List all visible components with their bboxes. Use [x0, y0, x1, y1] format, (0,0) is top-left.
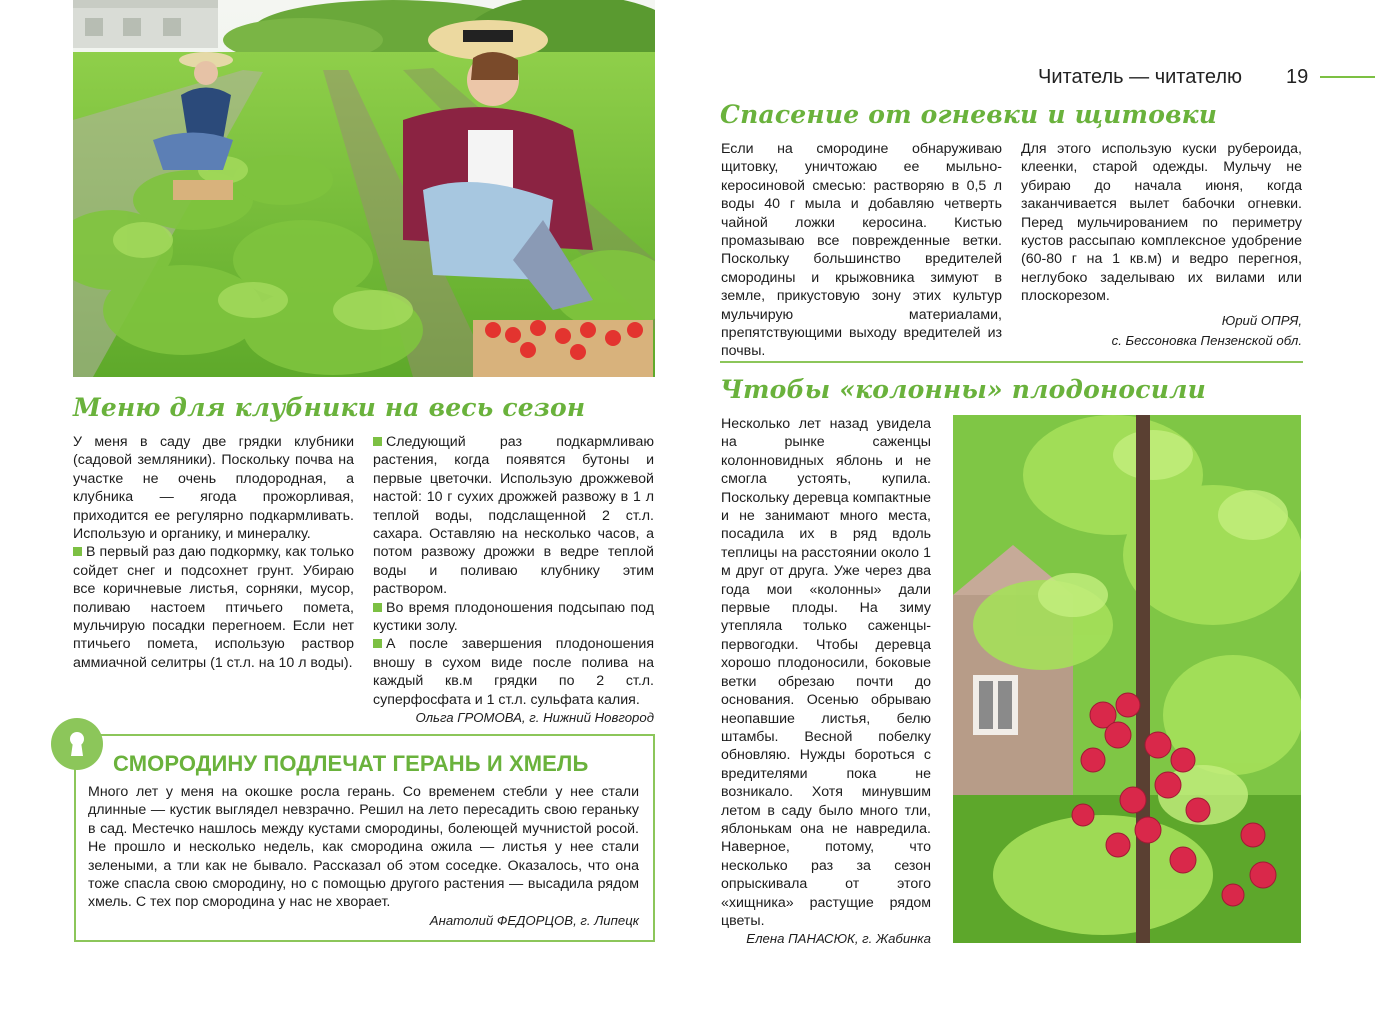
pests-column-1	[721, 140, 1002, 361]
bullet-icon	[373, 639, 382, 648]
strawberry-paragraph-1: В первый раз даю подкормку, как только сойдет снег и подсохнет грунт. Убираю все коричневые листья, сорняки, мусор, поливаю настоем птичьего помета, мульчирую посадки перегноем. Если нет птичьего помета, использую раствор аммиачной селитры (1 ст.л. на 10 л воды).	[73, 544, 354, 671]
pests-location: с. Бессоновка Пензенской обл.	[1111, 333, 1302, 349]
photo-columnar-apple-tree	[953, 415, 1301, 943]
columns-author: Елена ПАНАСЮК, г. Жабинка	[746, 931, 931, 947]
currant-box-title: СМОРОДИНУ ПОДЛЕЧАТ ГЕРАНЬ И ХМЕЛЬ	[113, 751, 589, 776]
strawberry-column-1	[73, 433, 354, 672]
strawberry-crate	[473, 320, 653, 377]
columns-title: Чтобы «колонны» плодоносили	[720, 375, 1206, 404]
strawberry-field-illustration	[73, 0, 655, 377]
strawberry-column-2	[373, 433, 654, 728]
columns-paragraph: Несколько лет назад увидела на рынке саженцы колонновидных яблонь и не смогла устоять, купила. Поскольку деревца компактные и не занимают много места, посадила их в ряд вдоль теплицы на расстоянии около 1 м друг от друга. Уже через два года мои «колонны» дали первые плоды. На зиму утепляла только саженцы-первогодки. Чтобы деревца хорошо плодоносили, боковые ветки обрезаю почти до основания. Осенью обрываю неопавшие листья, белю штамбы. Весной побелку обновляю. Нужды бороться с вредителями пока не возникало. Хотя минувшим летом в саду было много тли, яблонькам она не навредила. Наверное, потому, что несколько раз за сезон опрыскивала от этого «хищника» растущие рядом цветы.	[721, 416, 932, 929]
strawberry-paragraph-4: А после завершения плодоношения вношу в сухом виде после полива на каждый кв.м грядки по 2 ст.л. суперфосфата и 1 ст.л. сульфата калия.	[373, 636, 654, 708]
pests-column-2	[1021, 140, 1302, 350]
bullet-icon	[373, 603, 382, 612]
columns-column	[721, 415, 931, 949]
photo-strawberry-harvest	[73, 0, 655, 377]
apple-tree-illustration	[953, 415, 1301, 943]
strawberry-intro: У меня в саду две грядки клубники (садовой земляники). Поскольку почва на участке не очень плодородная, а клубника — ягода прожорливая, приходится ее регулярно подкармливать. Использую и органику, и минералку.	[73, 434, 354, 543]
bullet-icon	[373, 437, 382, 446]
currant-box-text: Много лет у меня на окошке росла герань. Со временем стебли у нее стали длинные — кустик выглядел невзрачно. Решил на лето пересадить свою гераньку в сад. Местечко нашлось между кустами смородины, болеющей мучнистой росой. Не прошло и несколько недель, как смородина ожила — листья у нее стали зелеными, а тли как не бывало. Рассказал об этом соседке. Оказалось, что она тоже спасла свою смородину, но с помощью другого растения — высадила рядом хмель. С тех пор смородина у нас не хворает.	[88, 784, 639, 911]
header-rule	[1320, 76, 1375, 78]
currant-box-author: Анатолий ФЕДОРЦОВ, г. Липецк	[429, 912, 639, 928]
section-divider	[720, 361, 1303, 363]
strawberry-title: Меню для клубники на весь сезон	[73, 393, 586, 422]
strawberry-author: Ольга ГРОМОВА, г. Нижний Новгород	[415, 710, 654, 726]
page-number: 19	[1286, 66, 1309, 88]
pests-title: Спасение от огневки и щитовки	[720, 100, 1218, 129]
strawberry-paragraph-2: Следующий раз подкармливаю растения, когда появятся бутоны и первые цветочки. Использую дрожжевой настой: 10 г сухих дрожжей развожу в 1 л теплой воды, подслащенной 2 ст.л. сахара. Оставляю на несколько часов, а потом развожу дрожжи в ведре теплой воды и поливаю клубнику этим раствором.	[373, 434, 654, 598]
pests-author: Юрий ОПРЯ,	[1221, 312, 1302, 328]
strawberry-paragraph-3: Во время плодоношения подсыпаю под кустики золу.	[373, 599, 654, 635]
bullet-icon	[73, 547, 82, 556]
currant-box-body	[88, 783, 639, 930]
running-head: Читатель — читателю	[1038, 66, 1242, 88]
keyhole-icon	[51, 718, 103, 770]
pests-paragraph-1: Если на смородине обнаруживаю щитовку, уничтожаю ее мыльно-керосиновой смесью: растворяю в 0,5 л воды 40 г мыла и добавляю четверть чайной ложки керосина. Кистью промазываю все поврежденные ветки. Поскольку большинство вредителей смородины и крыжовника зимуют в земле, прикустовую зону этих культур мульчирую материалами, препятствующими выходу вредителей из почвы.	[721, 141, 1002, 360]
pests-paragraph-2: Для этого использую куски рубероида, клеенки, старой одежды. Мульчу не убираю до начала июня, когда заканчивается вылет бабочки огневки. Перед мульчированием по периметру кустов рассыпаю комплексное удобрение (60-80 г на 1 кв.м) и ведро перегноя, неглубоко заделываю их вилами или плоскорезом.	[1021, 141, 1302, 305]
